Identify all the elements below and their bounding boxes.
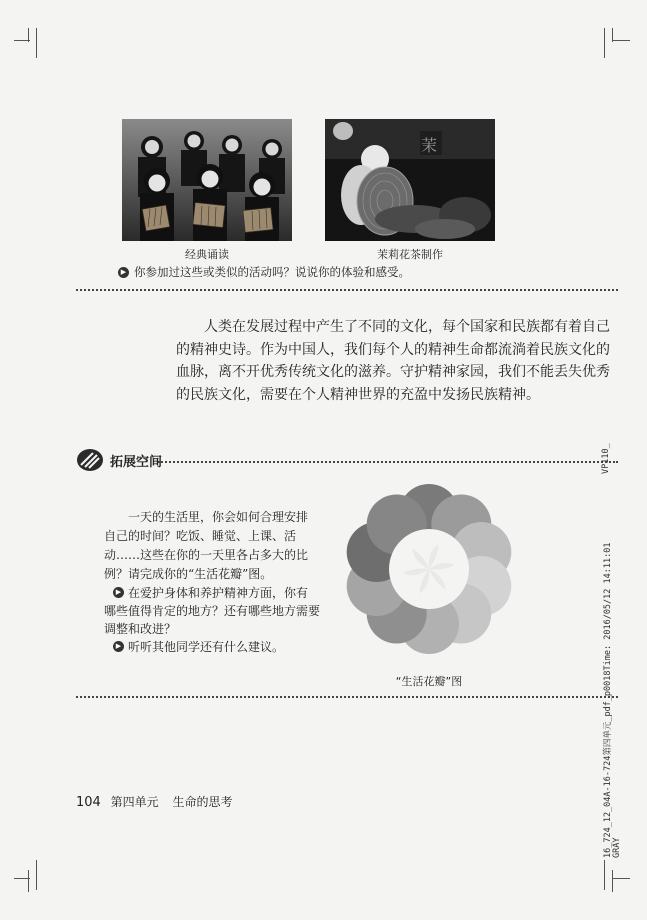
crop-mark-bottom-right [612, 878, 630, 879]
discussion-question [118, 264, 410, 280]
section-header-dotted-line [158, 461, 618, 463]
crop-mark-top-left-v2 [36, 28, 37, 58]
caption-classic-recitation: 经典诵读 [185, 248, 229, 261]
discussion-question-text: 你参加过这些或类似的活动吗？说说你的体验和感受。 [134, 265, 410, 279]
tea-sign-character: 茉 [421, 136, 438, 155]
arrow-bullet-icon: ▶ [113, 587, 124, 598]
crop-mark-top-right-v1 [612, 28, 613, 42]
arrow-bullet-icon: ▶ [118, 267, 129, 278]
unit-label: 第四单元 [110, 795, 159, 809]
divider-bottom [76, 696, 618, 698]
side-label-print-info: 16_724_12_04A-16-724第四单元_pdf_p0018Time: 2016/05/12 14:11:01 [603, 542, 613, 858]
side-label-gray: GRAY [612, 837, 622, 858]
arrow-bullet-icon: ▶ [113, 641, 124, 652]
bullet-1-line-3: 调整和改进？ [104, 622, 177, 636]
page-number: 104 [76, 795, 101, 810]
photo-jasmine-tea-making [325, 119, 495, 241]
bullet-1-line-2: 哪些值得肯定的地方？还有哪些地方需要 [104, 604, 321, 618]
crop-mark-top-left-v1 [28, 28, 29, 42]
crop-mark-bottom-right-v1 [612, 870, 613, 892]
crop-mark-top-right [612, 40, 630, 41]
section-header-expansion [76, 448, 162, 472]
expansion-intro-line-1: 一天的生活里，你会如何合理安排 [128, 510, 309, 524]
crop-mark-bottom-left-v1 [28, 870, 29, 892]
crop-mark-bottom-right-v2 [604, 860, 605, 890]
crop-mark-top-right-v2 [604, 28, 605, 58]
bullet-2: 听听其他同学还有什么建议。 [128, 640, 285, 654]
expansion-intro-line-4: 例？请完成你的“生活花瓣”图。 [104, 567, 273, 581]
main-paragraph: 人类在发展过程中产生了不同的文化，每个国家和民族都有着自己的精神史诗。作为中国人，我们每个人的精神生命都流淌着民族文化的血脉，离不开优秀传统文化的滋养。守护精神家园，我们不能丢失优秀的民族文化，需要在个人精神世界的充盈中发扬民族精神。 [176, 319, 610, 403]
bullet-1-line-1: 在爱护身体和养护精神方面，你有 [128, 586, 309, 600]
side-label-top: VP110_ [601, 443, 611, 474]
photo-classic-recitation [122, 119, 292, 241]
life-petals-caption: “生活花瓣”图 [395, 675, 463, 688]
crop-mark-bottom-left-v2 [36, 860, 37, 890]
unit-title: 生命的思考 [172, 795, 233, 809]
caption-jasmine-tea-making: 茉莉花茶制作 [377, 248, 443, 261]
divider-top [76, 289, 618, 291]
section-title: 拓展空间 [110, 454, 163, 470]
page-footer [76, 793, 233, 810]
expansion-intro-line-3: 动……这些在你的一天里各占多大的比 [104, 548, 309, 562]
life-petals-flower [343, 483, 515, 655]
expansion-space-icon [76, 448, 104, 472]
expansion-intro-line-2: 自己的时间？吃饭、睡觉、上课、活 [104, 529, 297, 543]
life-petals-figure [343, 483, 515, 655]
